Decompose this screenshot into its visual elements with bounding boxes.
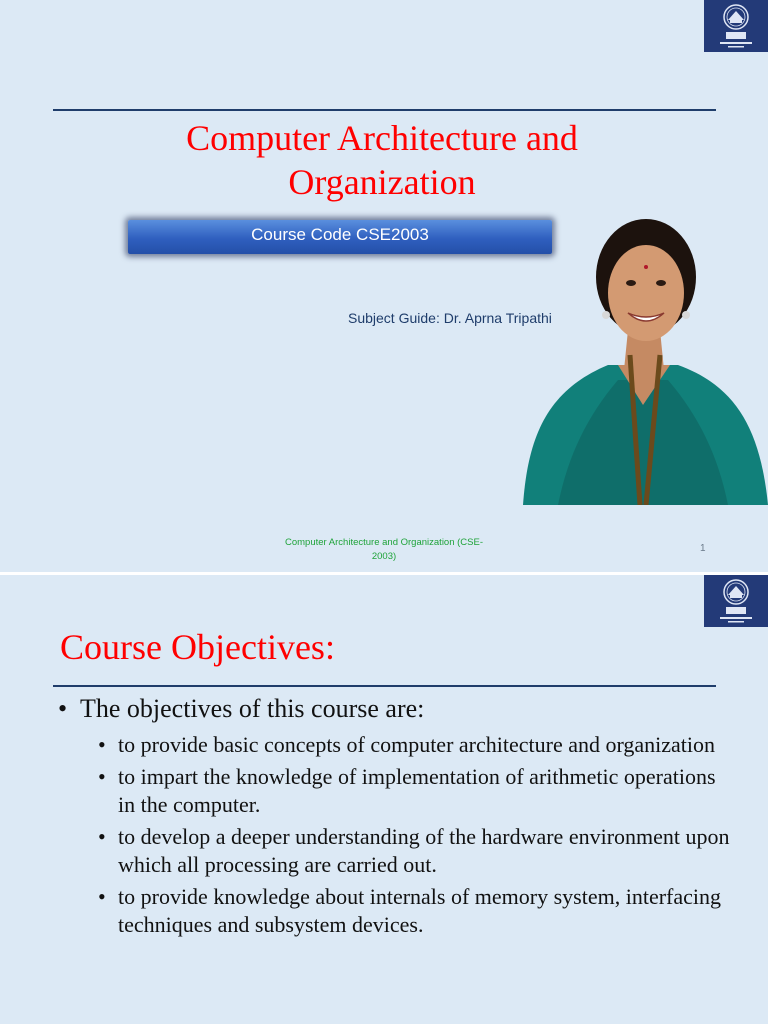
bullet-icon: • xyxy=(58,694,68,723)
objective-text: to develop a deeper understanding of the hardware environment upon which all processing are carried out. xyxy=(118,823,730,877)
objective-text: to impart the knowledge of implementation of arithmetic operations in the computer. xyxy=(118,763,716,817)
objectives-body xyxy=(58,693,738,943)
bullet-icon: • xyxy=(98,763,106,789)
course-code-label: Course Code CSE2003 xyxy=(251,225,429,244)
list-item xyxy=(58,823,738,880)
footer-line-1: Computer Architecture and Organization (CSE- xyxy=(284,537,483,548)
course-code-banner xyxy=(128,220,552,254)
objective-text: to provide basic concepts of computer architecture and organization xyxy=(118,732,716,757)
title-divider xyxy=(53,685,716,687)
slide-title xyxy=(60,116,704,204)
objectives-list xyxy=(58,731,738,940)
slide-title-line-1: Computer Architecture and xyxy=(186,118,578,158)
bullet-icon: • xyxy=(98,823,106,849)
title-divider xyxy=(53,109,716,111)
list-item xyxy=(58,883,738,940)
bullet-icon: • xyxy=(98,732,106,757)
slide-title: Course Objectives: xyxy=(60,627,335,667)
slide-footer xyxy=(255,536,513,564)
bullet-icon: • xyxy=(98,883,106,909)
slide-title-line-2: Organization xyxy=(288,162,476,202)
objectives-slide xyxy=(0,575,768,1024)
footer-line-2: 2003) xyxy=(371,551,397,562)
list-item xyxy=(58,763,738,820)
objective-text: to provide knowledge about internals of memory system, interfacing techniques and subsystem devices. xyxy=(118,883,722,937)
vit-bhopal-logo-icon xyxy=(704,0,768,52)
objectives-intro: The objectives of this course are: xyxy=(80,694,425,723)
subject-guide-label: Subject Guide: Dr. Aprna Tripathi xyxy=(348,310,552,326)
objectives-intro-item xyxy=(58,693,738,725)
page-number: 1 xyxy=(700,543,706,554)
list-item xyxy=(58,731,738,760)
vit-bhopal-logo-icon xyxy=(704,575,768,627)
guide-portrait-photo xyxy=(518,205,768,505)
